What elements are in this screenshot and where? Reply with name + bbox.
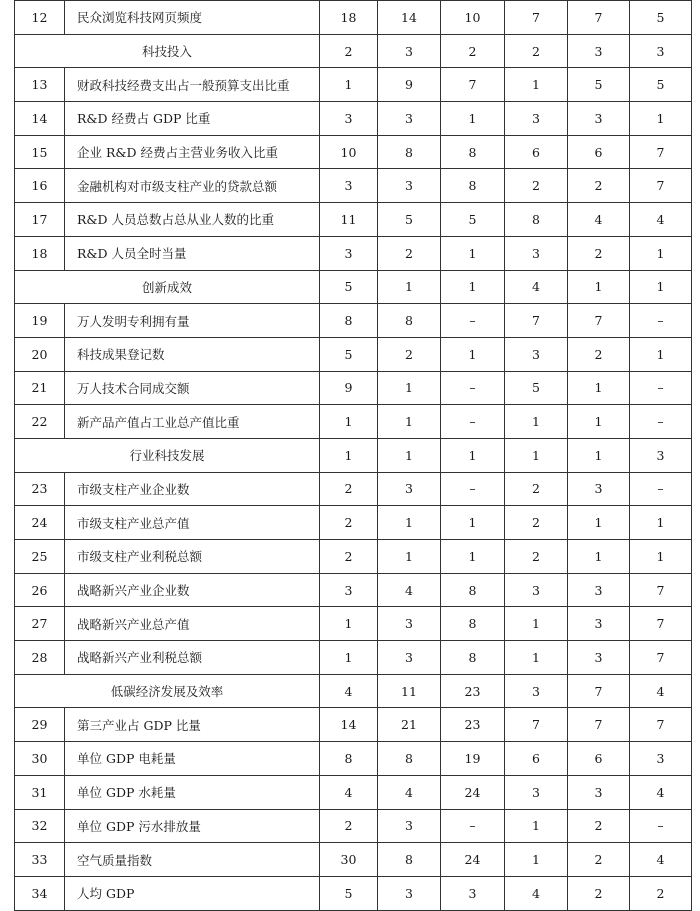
indicator-name: 市级支柱产业企业数 [65,472,320,506]
value-cell: 23 [441,708,505,742]
value-cell: 8 [505,203,568,237]
value-cell: 1 [320,438,378,472]
value-cell: 7 [630,641,692,675]
category-name: 科技投入 [15,34,320,68]
row-number: 22 [15,405,65,439]
value-cell: 8 [441,135,505,169]
value-cell: 23 [441,674,505,708]
row-number: 12 [15,1,65,35]
value-cell: 2 [630,876,692,910]
indicator-name: 单位 GDP 污水排放量 [65,809,320,843]
value-cell: 1 [320,641,378,675]
value-cell: 3 [630,742,692,776]
value-cell: 2 [568,876,630,910]
indicator-name: R&D 人员总数占总从业人数的比重 [65,203,320,237]
table-row [15,304,692,338]
value-cell: 6 [505,135,568,169]
value-cell: 1 [505,405,568,439]
value-cell: 2 [568,236,630,270]
value-cell: 9 [320,371,378,405]
value-cell: 1 [441,337,505,371]
value-cell: 1 [630,102,692,136]
row-number: 31 [15,775,65,809]
value-cell: 3 [378,876,441,910]
value-cell: 8 [441,607,505,641]
value-cell: 7 [630,135,692,169]
table-row [15,1,692,35]
table-row [15,708,692,742]
value-cell: 24 [441,775,505,809]
indicator-name: 市级支柱产业总产值 [65,506,320,540]
value-cell: 1 [505,843,568,877]
row-number: 14 [15,102,65,136]
table-row [15,876,692,910]
value-cell: 2 [505,506,568,540]
value-cell: 30 [320,843,378,877]
value-cell: 21 [378,708,441,742]
indicator-name: 新产品产值占工业总产值比重 [65,405,320,439]
value-cell: – [630,472,692,506]
row-number: 23 [15,472,65,506]
value-cell: 18 [320,1,378,35]
indicator-table [14,0,692,911]
value-cell: 4 [320,674,378,708]
value-cell: 6 [568,135,630,169]
value-cell: 7 [568,1,630,35]
indicator-name: 科技成果登记数 [65,337,320,371]
value-cell: 5 [320,337,378,371]
value-cell: 1 [320,405,378,439]
value-cell: 8 [441,641,505,675]
value-cell: 1 [441,236,505,270]
value-cell: 3 [378,102,441,136]
value-cell: 4 [630,203,692,237]
value-cell: 1 [505,809,568,843]
row-number: 19 [15,304,65,338]
value-cell: 3 [320,573,378,607]
row-number: 18 [15,236,65,270]
value-cell: 10 [441,1,505,35]
indicator-name: 单位 GDP 水耗量 [65,775,320,809]
value-cell: 2 [441,34,505,68]
value-cell: 7 [630,607,692,641]
table-row [15,775,692,809]
indicator-name: R&D 经费占 GDP 比重 [65,102,320,136]
value-cell: 3 [505,674,568,708]
value-cell: 3 [320,236,378,270]
table-row [15,607,692,641]
value-cell: 5 [320,876,378,910]
indicator-name: 战略新兴产业企业数 [65,573,320,607]
table-row [15,573,692,607]
value-cell: 3 [568,102,630,136]
value-cell: 1 [378,270,441,304]
value-cell: 8 [320,742,378,776]
value-cell: 4 [320,775,378,809]
row-number: 30 [15,742,65,776]
value-cell: 1 [441,540,505,574]
value-cell: 1 [378,438,441,472]
value-cell: 11 [378,674,441,708]
row-number: 15 [15,135,65,169]
value-cell: 1 [505,607,568,641]
category-row [15,34,692,68]
value-cell: 4 [505,876,568,910]
value-cell: 3 [378,472,441,506]
value-cell: 2 [505,34,568,68]
value-cell: – [441,304,505,338]
table-row [15,135,692,169]
value-cell: 1 [505,438,568,472]
value-cell: 10 [320,135,378,169]
table-row [15,203,692,237]
indicator-name: R&D 人员全时当量 [65,236,320,270]
row-number: 33 [15,843,65,877]
row-number: 24 [15,506,65,540]
value-cell: 1 [441,270,505,304]
value-cell: 1 [630,236,692,270]
value-cell: 2 [505,540,568,574]
category-name: 行业科技发展 [15,438,320,472]
value-cell: 2 [320,34,378,68]
indicator-name: 万人技术合同成交额 [65,371,320,405]
value-cell: 2 [505,472,568,506]
row-number: 13 [15,68,65,102]
value-cell: 3 [568,573,630,607]
indicator-name: 战略新兴产业总产值 [65,607,320,641]
table-row [15,506,692,540]
value-cell: – [630,809,692,843]
indicator-table-body [15,1,692,911]
value-cell: 1 [505,641,568,675]
indicator-name: 企业 R&D 经费占主营业务收入比重 [65,135,320,169]
value-cell: 3 [441,876,505,910]
table-row [15,742,692,776]
indicator-name: 空气质量指数 [65,843,320,877]
row-number: 32 [15,809,65,843]
value-cell: 2 [568,169,630,203]
value-cell: 5 [378,203,441,237]
row-number: 26 [15,573,65,607]
value-cell: 3 [378,809,441,843]
value-cell: 2 [568,809,630,843]
value-cell: – [441,371,505,405]
value-cell: 6 [505,742,568,776]
value-cell: 4 [630,674,692,708]
value-cell: 7 [505,708,568,742]
row-number: 27 [15,607,65,641]
value-cell: 1 [568,371,630,405]
value-cell: 3 [505,337,568,371]
value-cell: 7 [630,708,692,742]
category-row [15,270,692,304]
value-cell: 4 [630,775,692,809]
value-cell: 8 [378,843,441,877]
value-cell: 1 [505,68,568,102]
value-cell: 1 [378,506,441,540]
value-cell: 6 [568,742,630,776]
value-cell: 1 [630,506,692,540]
value-cell: 1 [568,438,630,472]
value-cell: 2 [505,169,568,203]
category-row [15,438,692,472]
value-cell: 5 [568,68,630,102]
indicator-name: 民众浏览科技网页频度 [65,1,320,35]
value-cell: – [630,304,692,338]
value-cell: 7 [505,1,568,35]
value-cell: 8 [378,304,441,338]
value-cell: 3 [505,573,568,607]
category-name: 低碳经济发展及效率 [15,674,320,708]
value-cell: 1 [378,540,441,574]
value-cell: 1 [568,405,630,439]
table-row [15,843,692,877]
value-cell: 3 [505,775,568,809]
value-cell: 14 [378,1,441,35]
table-row [15,641,692,675]
value-cell: 1 [378,371,441,405]
table-row [15,472,692,506]
value-cell: 7 [505,304,568,338]
value-cell: 8 [441,169,505,203]
table-row [15,68,692,102]
value-cell: 24 [441,843,505,877]
value-cell: – [441,405,505,439]
row-number: 16 [15,169,65,203]
value-cell: 3 [378,607,441,641]
table-row [15,809,692,843]
indicator-name: 万人发明专利拥有量 [65,304,320,338]
value-cell: 2 [320,472,378,506]
category-name: 创新成效 [15,270,320,304]
value-cell: 7 [568,674,630,708]
value-cell: 1 [568,270,630,304]
value-cell: 2 [320,809,378,843]
category-row [15,674,692,708]
value-cell: 3 [568,34,630,68]
value-cell: 5 [505,371,568,405]
table-row [15,236,692,270]
table-row [15,102,692,136]
value-cell: 3 [630,34,692,68]
value-cell: 1 [630,540,692,574]
row-number: 17 [15,203,65,237]
indicator-name: 单位 GDP 电耗量 [65,742,320,776]
value-cell: 3 [568,607,630,641]
value-cell: 7 [568,708,630,742]
value-cell: 5 [320,270,378,304]
value-cell: 5 [630,1,692,35]
value-cell: 1 [630,270,692,304]
value-cell: 4 [505,270,568,304]
value-cell: 1 [630,337,692,371]
row-number: 21 [15,371,65,405]
value-cell: 2 [320,506,378,540]
indicator-name: 市级支柱产业利税总额 [65,540,320,574]
value-cell: 2 [568,337,630,371]
value-cell: 3 [378,34,441,68]
value-cell: 1 [441,438,505,472]
row-number: 20 [15,337,65,371]
value-cell: 3 [568,472,630,506]
value-cell: 11 [320,203,378,237]
value-cell: 3 [568,775,630,809]
value-cell: 3 [320,169,378,203]
value-cell: 3 [378,641,441,675]
row-number: 25 [15,540,65,574]
value-cell: 9 [378,68,441,102]
value-cell: 7 [441,68,505,102]
indicator-name: 第三产业占 GDP 比量 [65,708,320,742]
value-cell: 5 [441,203,505,237]
value-cell: 3 [505,236,568,270]
table-row [15,337,692,371]
value-cell: 7 [568,304,630,338]
value-cell: 8 [378,135,441,169]
value-cell: 2 [320,540,378,574]
value-cell: 3 [568,641,630,675]
value-cell: 1 [441,506,505,540]
value-cell: 3 [378,169,441,203]
value-cell: – [630,371,692,405]
value-cell: 14 [320,708,378,742]
table-row [15,405,692,439]
row-number: 28 [15,641,65,675]
table-row [15,169,692,203]
value-cell: 5 [630,68,692,102]
value-cell: 1 [320,68,378,102]
value-cell: 8 [441,573,505,607]
value-cell: 8 [378,742,441,776]
value-cell: – [441,809,505,843]
value-cell: – [441,472,505,506]
value-cell: 2 [378,337,441,371]
value-cell: 4 [378,573,441,607]
row-number: 29 [15,708,65,742]
value-cell: 1 [441,102,505,136]
value-cell: 8 [320,304,378,338]
value-cell: 1 [320,607,378,641]
value-cell: 2 [568,843,630,877]
indicator-name: 战略新兴产业利税总额 [65,641,320,675]
value-cell: 3 [505,102,568,136]
value-cell: 1 [568,540,630,574]
row-number: 34 [15,876,65,910]
value-cell: 4 [378,775,441,809]
table-row [15,371,692,405]
value-cell: 2 [378,236,441,270]
value-cell: 19 [441,742,505,776]
table-row [15,540,692,574]
indicator-name: 金融机构对市级支柱产业的贷款总额 [65,169,320,203]
value-cell: 4 [568,203,630,237]
value-cell: 3 [630,438,692,472]
value-cell: 7 [630,573,692,607]
indicator-name: 财政科技经费支出占一般预算支出比重 [65,68,320,102]
indicator-name: 人均 GDP [65,876,320,910]
value-cell: 7 [630,169,692,203]
value-cell: – [630,405,692,439]
value-cell: 3 [320,102,378,136]
value-cell: 1 [378,405,441,439]
value-cell: 4 [630,843,692,877]
value-cell: 1 [568,506,630,540]
